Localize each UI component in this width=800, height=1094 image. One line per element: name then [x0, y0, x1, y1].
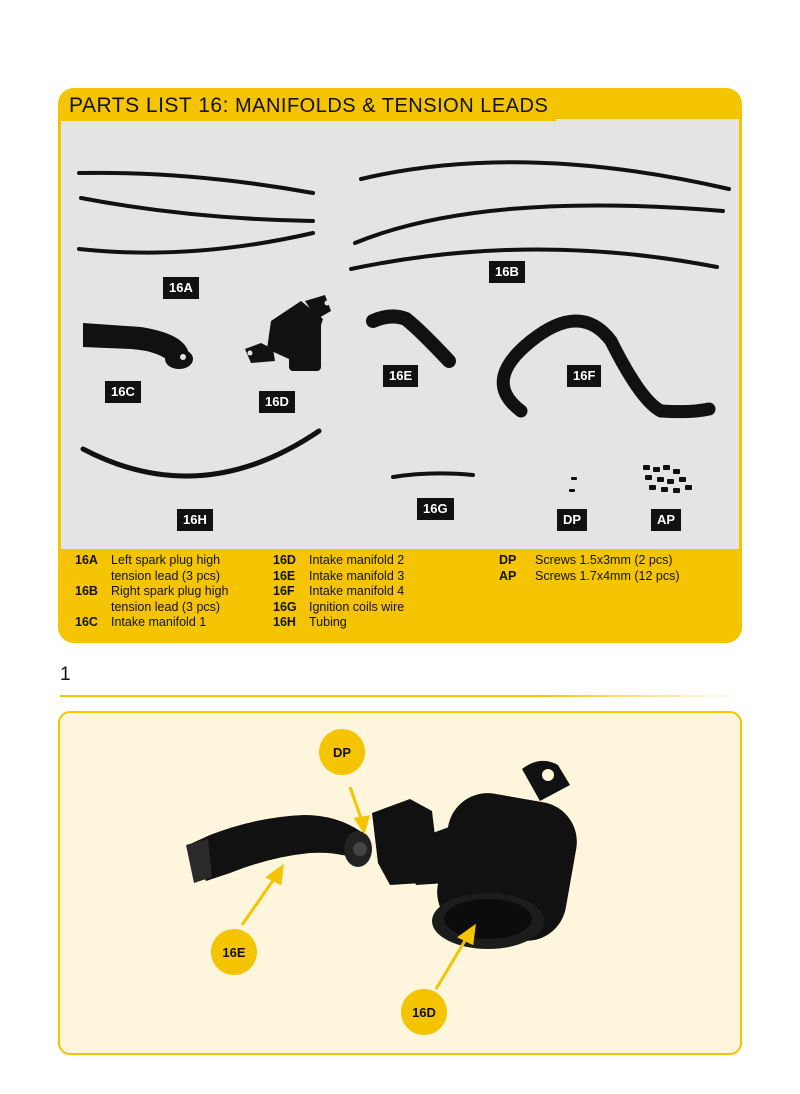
legend-code: AP [499, 568, 517, 583]
part-16d-manifold [245, 295, 331, 371]
legend-item [499, 553, 679, 569]
part-16b-lead-2 [355, 205, 723, 243]
legend-text: Screws 1.7x4mm (12 pcs) [535, 568, 680, 583]
step-1-illustration [60, 713, 742, 1055]
legend-col-3 [499, 553, 679, 584]
legend-text: Left spark plug high [111, 553, 221, 567]
parts-list-panel [58, 88, 742, 643]
legend-item [75, 553, 228, 569]
part-dp-screws [569, 477, 577, 492]
legend-text: tension lead (3 pcs) [111, 568, 221, 583]
legend-item [273, 584, 404, 600]
part-16a-lead-1 [79, 173, 313, 193]
label-ap: AP [651, 509, 681, 531]
title-prefix: PARTS LIST 16: [69, 94, 229, 117]
legend-text: Intake manifold 3 [309, 568, 405, 583]
legend-text: Tubing [309, 615, 347, 629]
legend-item [273, 553, 404, 569]
label-16g: 16G [417, 498, 454, 520]
part-16h-tubing [83, 431, 319, 476]
part-16c-manifold [83, 323, 193, 369]
legend-text: Screws 1.5x3mm (2 pcs) [535, 553, 673, 567]
legend-text: Ignition coils wire [309, 599, 405, 614]
legend-col-2 [273, 553, 404, 631]
step-number: 1 [60, 664, 71, 685]
legend-item [273, 569, 404, 585]
parts-list-title [61, 91, 556, 121]
part-ap-screws [643, 465, 692, 493]
label-dp: DP [557, 509, 587, 531]
legend-code: DP [499, 553, 517, 567]
legend-text: Intake manifold 1 [111, 615, 207, 629]
legend-code: 16E [273, 568, 296, 583]
label-16a: 16A [163, 277, 199, 299]
part-16a-lead-2 [81, 198, 313, 221]
legend-item [75, 615, 228, 631]
legend-text: Right spark plug high [111, 584, 229, 598]
label-16d: 16D [259, 391, 295, 413]
callout-16d: 16D [401, 989, 447, 1035]
part-16b-lead-3 [351, 249, 717, 269]
part-16f-manifold [503, 321, 709, 412]
label-16f: 16F [567, 365, 601, 387]
legend-code: 16G [273, 599, 297, 614]
step-divider [60, 695, 740, 697]
label-16b: 16B [489, 261, 525, 283]
legend-code: 16B [75, 584, 98, 598]
label-16c: 16C [105, 381, 141, 403]
callout-16e: 16E [211, 929, 257, 975]
legend-text: Intake manifold 2 [309, 553, 405, 567]
legend-code: 16C [75, 615, 98, 629]
label-16e: 16E [383, 365, 418, 387]
legend-item [273, 615, 404, 631]
legend-code: 16F [273, 584, 295, 598]
legend-item [273, 600, 404, 616]
parts-illustration [61, 91, 742, 551]
part-16b-lead-1 [361, 162, 729, 189]
title-suffix: MANIFOLDS & TENSION LEADS [234, 94, 549, 117]
step-part-16d [372, 761, 583, 949]
arrow-dp [350, 787, 362, 821]
legend-code: 16A [75, 553, 98, 567]
legend-text: Intake manifold 4 [309, 584, 405, 598]
part-16g-wire [393, 473, 473, 477]
arrow-16e [242, 879, 274, 925]
legend-item [499, 569, 679, 585]
legend-item [75, 600, 228, 616]
legend-col-1 [75, 553, 228, 631]
label-16h: 16H [177, 509, 213, 531]
part-16a-lead-3 [79, 233, 313, 253]
step-1-panel [58, 711, 742, 1055]
legend-item [75, 569, 228, 585]
legend-item [75, 584, 228, 600]
legend-code: 16D [273, 553, 296, 567]
legend-code: 16H [273, 615, 296, 629]
arrow-16d [436, 939, 466, 989]
legend-text: tension lead (3 pcs) [111, 599, 221, 614]
callout-dp: DP [319, 729, 365, 775]
part-16e-manifold [373, 316, 449, 361]
